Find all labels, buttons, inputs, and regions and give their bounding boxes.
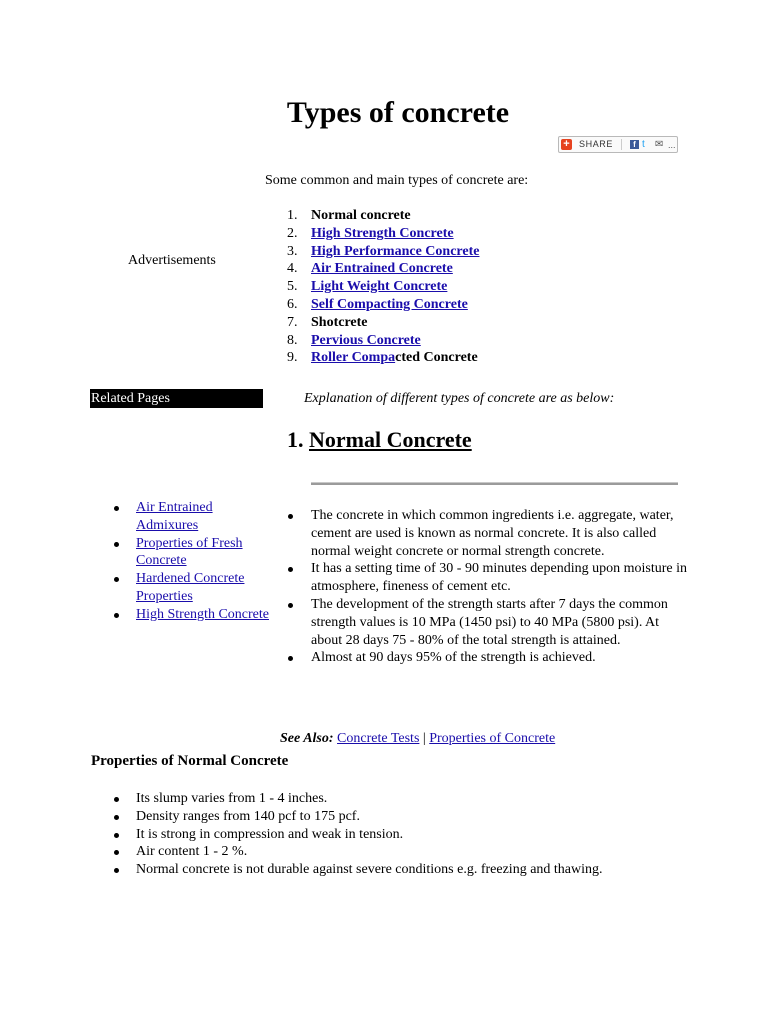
list-item bbox=[112, 606, 272, 624]
list-item: 4. Air Entrained Concrete bbox=[287, 261, 453, 277]
list-item: Air content 1 - 2 %. bbox=[112, 843, 712, 861]
list-item: 5. Light Weight Concrete bbox=[287, 279, 448, 295]
intro-text: Some common and main types of concrete are: bbox=[265, 173, 529, 188]
list-item: 8. Pervious Concrete bbox=[287, 332, 421, 348]
type-link-high-performance[interactable]: High Performance Concrete bbox=[311, 243, 480, 259]
properties-heading: Properties of Normal Concrete bbox=[91, 753, 289, 769]
list-item: 7. Shotcrete bbox=[287, 314, 368, 330]
list-item bbox=[112, 570, 272, 606]
type-link-high-strength[interactable]: High Strength Concrete bbox=[311, 225, 454, 241]
list-item: 1. Normal concrete bbox=[287, 208, 411, 223]
properties-list bbox=[112, 790, 712, 879]
list-item: Its slump varies from 1 - 4 inches. bbox=[112, 790, 712, 808]
related-link-air-entrained-admixures[interactable]: Air Entrained Admixures bbox=[136, 500, 213, 533]
see-also-label: See Also: bbox=[280, 731, 334, 746]
type-link-pervious[interactable]: Pervious Concrete bbox=[311, 332, 421, 348]
explanation-text: Explanation of different types of concrete are as below: bbox=[304, 391, 615, 406]
list-item: It has a setting time of 30 - 90 minutes depending upon moisture in atmosphere, fineness of cement etc. bbox=[287, 560, 687, 596]
list-item bbox=[112, 499, 272, 535]
list-item: It is strong in compression and weak in tension. bbox=[112, 826, 712, 844]
list-item: The development of the strength starts after 7 days the common strength values is 10 MPa (1450 psi) to 40 MPa (5800 psi). At about 28 days 75 - 80% of the total strength is attained. bbox=[287, 596, 687, 649]
related-link-hardened-concrete[interactable]: Hardened Concrete Properties bbox=[136, 571, 245, 604]
section-title[interactable]: Normal Concrete bbox=[309, 427, 472, 452]
see-also bbox=[280, 730, 555, 748]
related-link-fresh-concrete[interactable]: Properties of Fresh Concrete bbox=[136, 535, 243, 569]
concrete-types-list bbox=[287, 207, 479, 367]
share-button[interactable] bbox=[558, 136, 678, 153]
related-link-high-strength[interactable]: High Strength Concrete bbox=[136, 606, 269, 622]
link-separator: | bbox=[422, 731, 426, 746]
divider bbox=[621, 139, 622, 150]
facebook-icon[interactable]: f bbox=[630, 140, 639, 149]
list-item: 2. High Strength Concrete bbox=[287, 225, 454, 241]
list-item: 6. Self Compacting Concrete bbox=[287, 296, 468, 312]
email-icon[interactable]: ✉ bbox=[655, 139, 664, 150]
type-link-self-compacting[interactable]: Self Compacting Concrete bbox=[311, 296, 468, 312]
list-item: 9. Roller Compacted Concrete bbox=[287, 350, 478, 366]
type-link-air-entrained[interactable]: Air Entrained Concrete bbox=[311, 261, 453, 277]
list-item: Normal concrete is not durable against severe conditions e.g. freezing and thawing. bbox=[112, 861, 712, 879]
list-item: Density ranges from 140 pcf to 175 pcf. bbox=[112, 808, 712, 826]
more-icon[interactable]: ... bbox=[668, 140, 676, 150]
normal-concrete-points bbox=[287, 507, 687, 667]
type-link-light-weight[interactable]: Light Weight Concrete bbox=[311, 279, 448, 295]
list-item: 3. High Performance Concrete bbox=[287, 243, 480, 259]
type-link-roller-compacted[interactable]: Roller Compa bbox=[311, 350, 396, 366]
list-item bbox=[112, 535, 272, 571]
plus-icon: + bbox=[561, 139, 572, 150]
divider bbox=[311, 482, 678, 485]
properties-of-concrete-link[interactable]: Properties of Concrete bbox=[429, 731, 556, 746]
list-item: Almost at 90 days 95% of the strength is achieved. bbox=[287, 649, 687, 667]
section-number: 1. bbox=[287, 427, 304, 452]
section-heading bbox=[287, 426, 472, 454]
list-item: The concrete in which common ingredients i.e. aggregate, water, cement are used is known as normal concrete. It is also called normal weight concrete or normal strength concrete. bbox=[287, 507, 687, 560]
advertisements-label: Advertisements bbox=[128, 253, 216, 268]
concrete-tests-link[interactable]: Concrete Tests bbox=[337, 731, 420, 746]
twitter-icon[interactable]: t bbox=[642, 139, 645, 150]
related-pages-list bbox=[112, 499, 272, 624]
related-pages-header: Related Pages bbox=[90, 389, 263, 408]
page-title: Types of concrete bbox=[286, 96, 510, 129]
share-label: SHARE bbox=[579, 139, 614, 149]
